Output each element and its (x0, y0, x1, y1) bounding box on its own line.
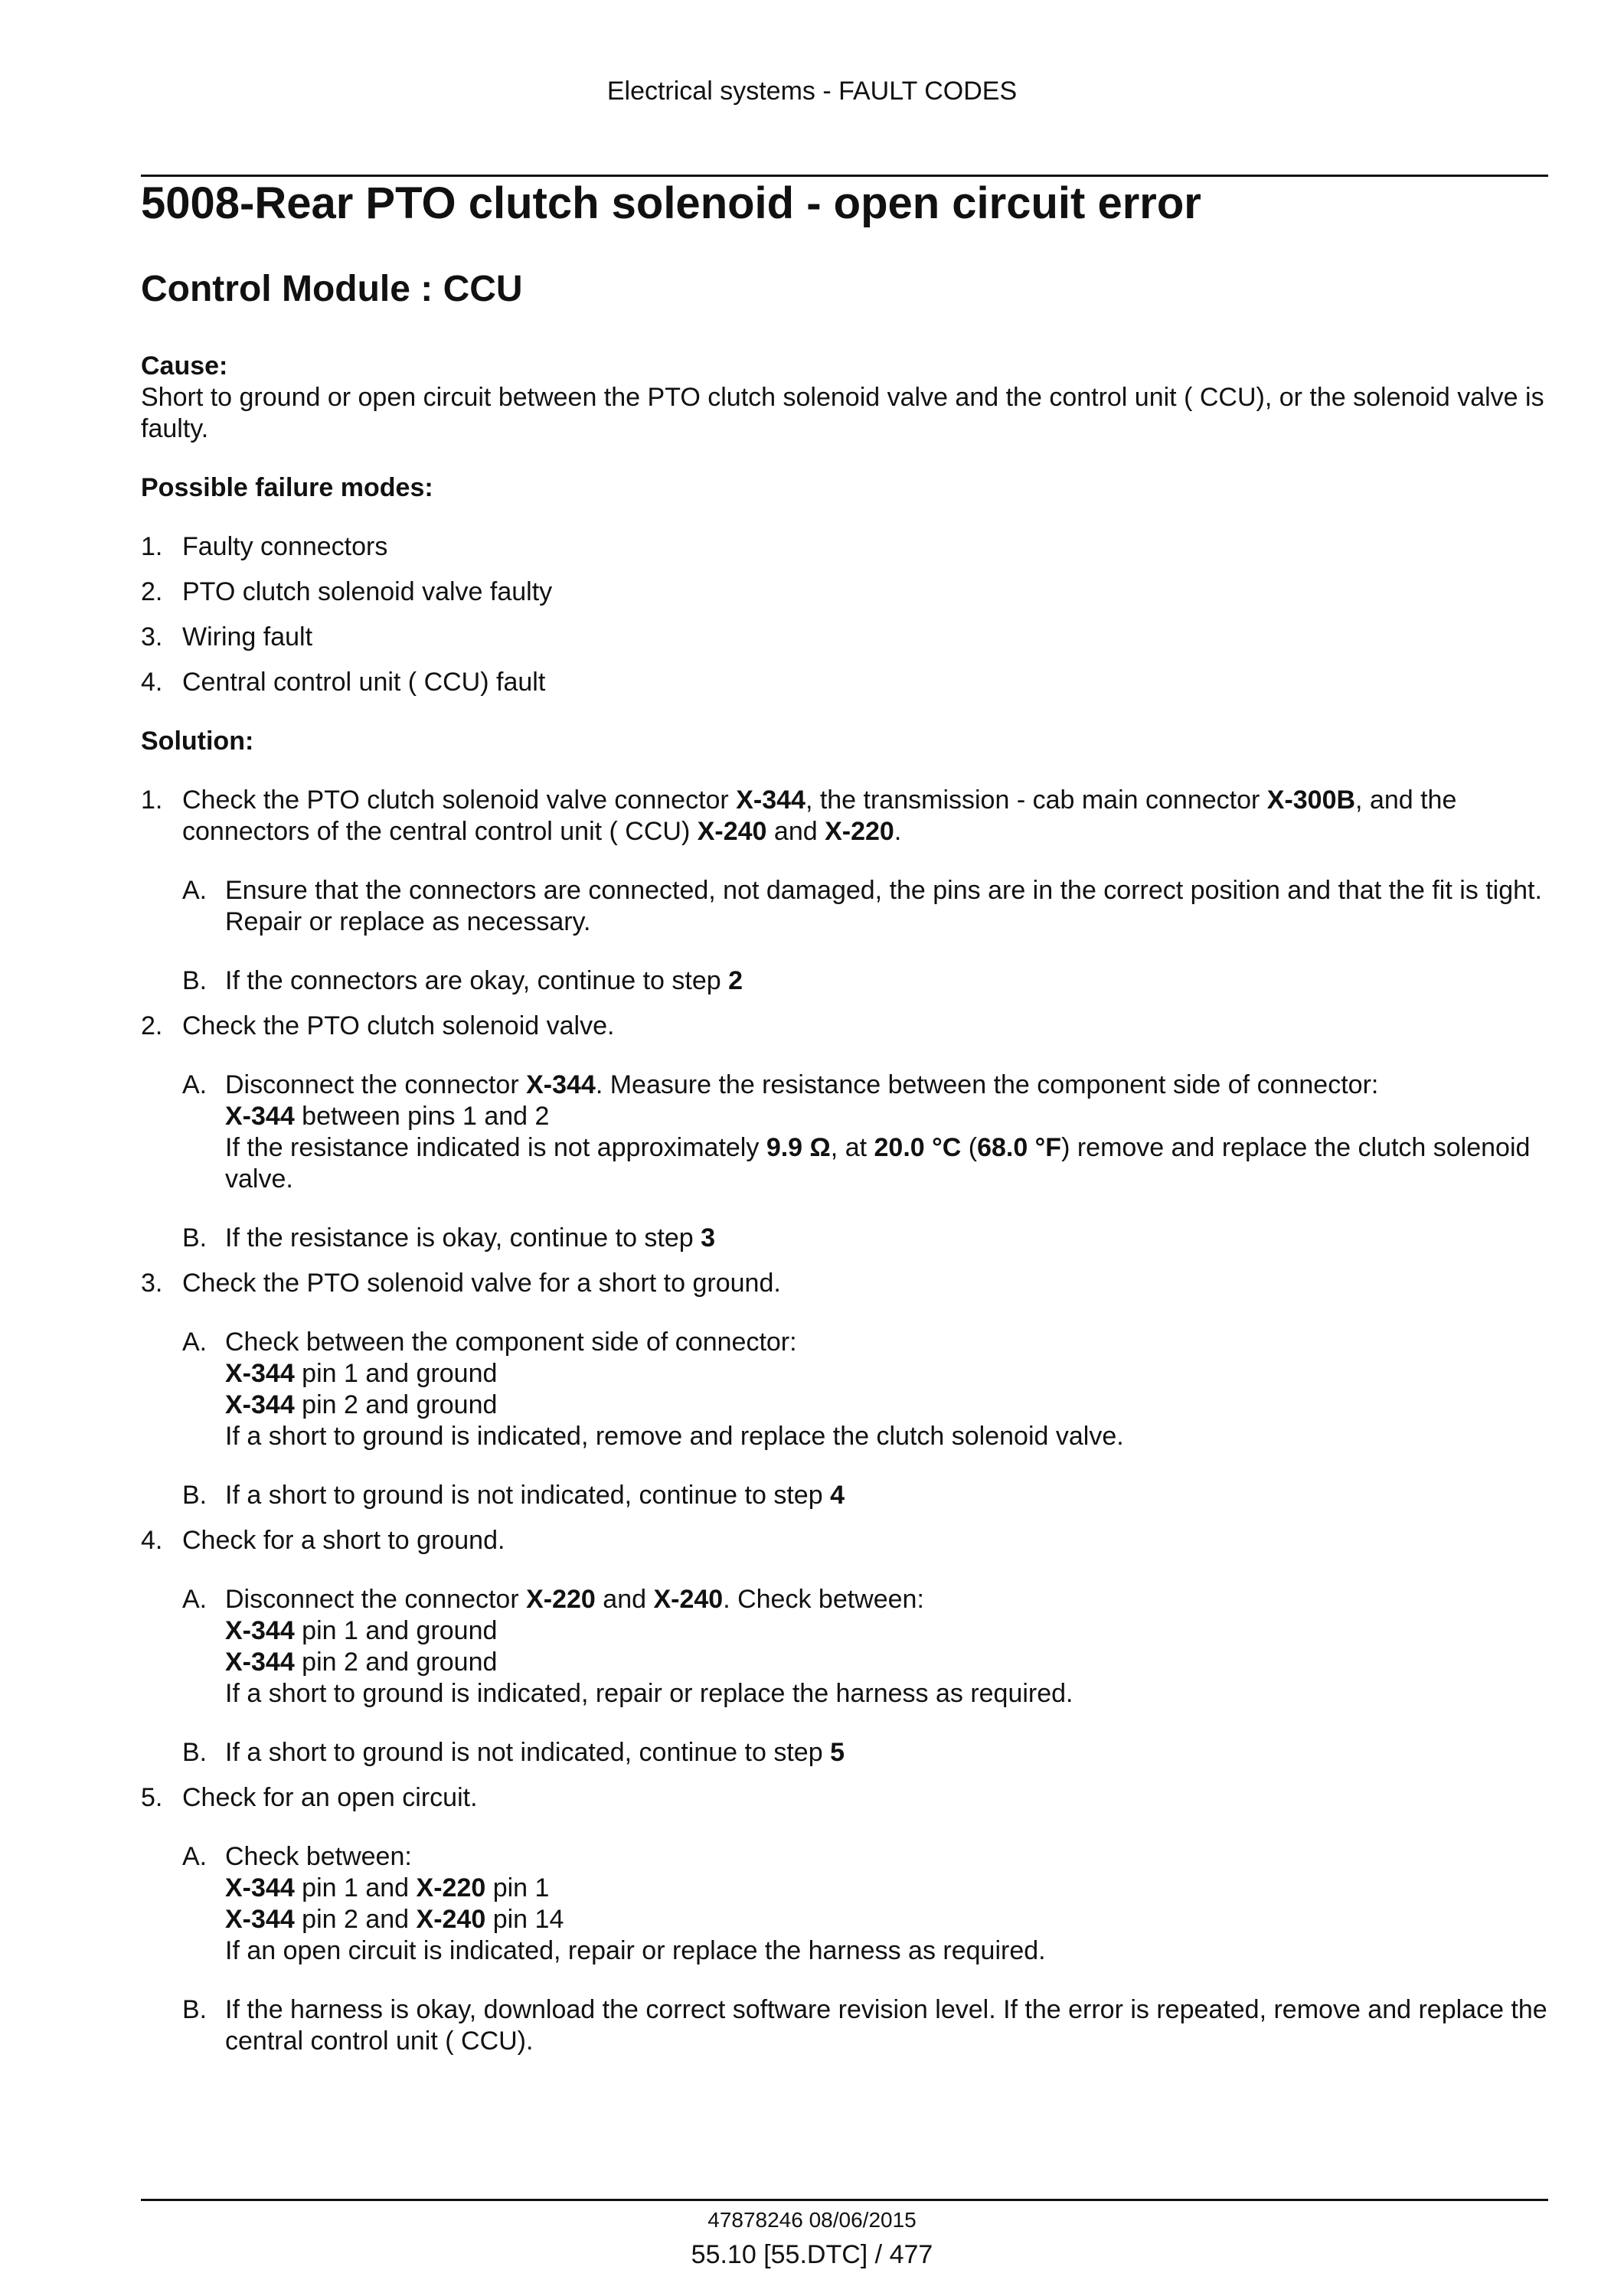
sub-step-line (225, 1327, 1548, 1358)
text-run: ( (961, 1133, 978, 1162)
failure-modes-label: Possible failure modes: (141, 473, 433, 502)
solution-section (141, 726, 1548, 2057)
sub-step (182, 1737, 1548, 1769)
sub-step-line (225, 1615, 1548, 1647)
sub-step-line (225, 965, 1548, 997)
sub-step-line (225, 1994, 1548, 2057)
text-run: and (766, 817, 825, 846)
text-run: If a short to ground is not indicated, continue to step (225, 1481, 831, 1510)
text-run: . Measure the resistance between the component side of connector: (595, 1070, 1379, 1099)
sub-step (182, 1327, 1548, 1452)
sub-step-line (225, 1904, 1548, 1935)
text-run: pin 1 and (294, 1873, 417, 1902)
sub-step-line (225, 1647, 1548, 1678)
solution-step (141, 1011, 1548, 1254)
bold-ref: 68.0 °F (977, 1133, 1062, 1162)
text-run: If the resistance is okay, continue to step (225, 1223, 701, 1253)
sub-step-text (225, 875, 1548, 938)
text-run: Check for an open circuit. (182, 1783, 478, 1812)
main-content (141, 351, 1548, 2071)
sub-step-text (225, 1994, 1548, 2057)
step-text (182, 1011, 1548, 1042)
sub-step-line (225, 1935, 1548, 1967)
sub-step (182, 1841, 1548, 1967)
sub-step (182, 1584, 1548, 1710)
step-text (182, 1782, 1548, 1814)
sub-step-letter: B. (182, 1223, 207, 1253)
bold-ref: X-240 (697, 817, 767, 846)
sub-step (182, 1223, 1548, 1254)
sub-step-text (225, 1070, 1548, 1195)
sub-step-line (225, 1101, 1548, 1132)
bold-ref: 2 (728, 966, 743, 995)
bold-ref: X-240 (416, 1905, 486, 1934)
cause-label: Cause: (141, 351, 228, 380)
text-run: between pins 1 and 2 (294, 1102, 550, 1131)
sub-step-line (225, 1132, 1548, 1195)
text-run: Check between the component side of connector: (225, 1328, 797, 1357)
sub-step-letter: A. (182, 1328, 207, 1357)
text-run: . (894, 817, 902, 846)
sub-steps (182, 1327, 1548, 1511)
text-run: Disconnect the connector (225, 1585, 527, 1614)
text-run: ) remove and replace the clutch solenoid valve. (225, 1133, 1531, 1194)
sub-step-letter: A. (182, 1842, 207, 1871)
item-text: Central control unit ( CCU) fault (182, 668, 546, 697)
failure-modes-section (141, 472, 1548, 698)
step-number: 4. (141, 1526, 163, 1555)
header-rule (141, 175, 1548, 177)
page-title: 5008-Rear PTO clutch solenoid - open circuit error (141, 178, 1201, 228)
sub-step-text (225, 1480, 1548, 1511)
cause-text: Short to ground or open circuit between the PTO clutch solenoid valve and the control unit ( CCU), or the solenoid valve is faulty. (141, 383, 1544, 443)
text-run: and (595, 1585, 654, 1614)
text-run: pin 1 (485, 1873, 550, 1902)
sub-step-text (225, 1223, 1548, 1254)
sub-step-line (225, 1584, 1548, 1615)
bold-ref: 5 (830, 1738, 845, 1767)
text-run: pin 14 (485, 1905, 564, 1934)
solution-steps (141, 785, 1548, 2057)
step-number: 2. (141, 1011, 163, 1040)
item-text: Wiring fault (182, 622, 313, 652)
sub-step-letter: A. (182, 1070, 207, 1099)
sub-step (182, 1070, 1548, 1195)
bold-ref: X-220 (526, 1585, 596, 1614)
text-run: Ensure that the connectors are connected, not damaged, the pins are in the correct position and that the fit is tight. Repair or replace as necessary. (225, 876, 1542, 936)
sub-step (182, 965, 1548, 997)
bold-ref: X-220 (416, 1873, 486, 1902)
bold-ref: X-344 (225, 1359, 295, 1388)
cause-section (141, 351, 1548, 445)
bold-ref: X-300B (1266, 785, 1356, 815)
sub-step-line (225, 1841, 1548, 1873)
sub-step-line (225, 1737, 1548, 1769)
text-run: , the transmission - cab main connector (805, 785, 1267, 815)
sub-steps (182, 1584, 1548, 1769)
bold-ref: X-344 (225, 1616, 295, 1645)
text-run: If a short to ground is not indicated, continue to step (225, 1738, 831, 1767)
failure-modes-list (141, 531, 1548, 698)
text-run: pin 2 and (294, 1905, 417, 1934)
step-number: 1. (141, 785, 163, 815)
item-number: 1. (141, 532, 163, 561)
text-run: Check the PTO clutch solenoid valve connector (182, 785, 737, 815)
bold-ref: X-220 (825, 817, 894, 846)
sub-step-text (225, 1584, 1548, 1710)
sub-step-letter: B. (182, 1481, 207, 1510)
sub-step-line (225, 1873, 1548, 1904)
text-run: pin 1 and ground (294, 1359, 498, 1388)
bold-ref: 20.0 °C (874, 1133, 962, 1162)
sub-step-letter: A. (182, 876, 207, 905)
sub-step-letter: B. (182, 1995, 207, 2024)
step-text (182, 785, 1548, 848)
sub-step-text (225, 965, 1548, 997)
text-run: Check the PTO solenoid valve for a short to ground. (182, 1269, 781, 1298)
bold-ref: X-240 (653, 1585, 724, 1614)
text-run: If the harness is okay, download the correct software revision level. If the error is repeated, remove and replace the central control unit ( CCU). (225, 1995, 1547, 2056)
item-number: 4. (141, 668, 163, 697)
sub-step-text (225, 1841, 1548, 1967)
text-run: Check between: (225, 1842, 412, 1871)
footer-doc-ref: 47878246 08/06/2015 (707, 2208, 917, 2232)
failure-mode-item (141, 667, 1548, 698)
sub-step (182, 875, 1548, 938)
bold-ref: X-344 (526, 1070, 596, 1099)
sub-step-line (225, 875, 1548, 938)
item-number: 2. (141, 577, 163, 606)
running-header: Electrical systems - FAULT CODES (606, 77, 1018, 106)
control-module-heading: Control Module : CCU (141, 269, 523, 309)
failure-mode-item (141, 531, 1548, 563)
text-run: If a short to ground is indicated, remove and replace the clutch solenoid valve. (225, 1422, 1124, 1451)
sub-step (182, 1994, 1548, 2057)
sub-steps (182, 1070, 1548, 1254)
text-run: Check for a short to ground. (182, 1526, 505, 1555)
bold-ref: X-344 (225, 1390, 295, 1419)
sub-step-line (225, 1223, 1548, 1254)
bold-ref: X-344 (225, 1873, 295, 1902)
bold-ref: X-344 (225, 1648, 295, 1677)
sub-step-letter: B. (182, 966, 207, 995)
text-run: Disconnect the connector (225, 1070, 527, 1099)
solution-step (141, 1525, 1548, 1769)
text-run: pin 2 and ground (294, 1390, 498, 1419)
sub-steps (182, 875, 1548, 997)
footer-page-ref: 55.10 [55.DTC] / 477 (691, 2240, 933, 2269)
failure-mode-item (141, 576, 1548, 608)
sub-step-line (225, 1678, 1548, 1710)
text-run: , and the connectors of the central control unit ( CCU) (182, 785, 1457, 846)
solution-step (141, 1782, 1548, 2057)
footer-rule (141, 2199, 1548, 2201)
text-run: Check the PTO clutch solenoid valve. (182, 1011, 615, 1040)
solution-label: Solution: (141, 727, 254, 756)
step-text (182, 1525, 1548, 1556)
text-run: pin 2 and ground (294, 1648, 498, 1677)
failure-mode-item (141, 622, 1548, 653)
solution-step (141, 1268, 1548, 1511)
item-text: PTO clutch solenoid valve faulty (182, 577, 553, 606)
bold-ref: 9.9 Ω (766, 1133, 831, 1162)
step-number: 3. (141, 1269, 163, 1298)
sub-step-letter: B. (182, 1738, 207, 1767)
text-run: If the connectors are okay, continue to step (225, 966, 729, 995)
bold-ref: X-344 (736, 785, 805, 815)
text-run: . Check between: (723, 1585, 924, 1614)
item-number: 3. (141, 622, 163, 652)
text-run: If an open circuit is indicated, repair or replace the harness as required. (225, 1936, 1046, 1965)
sub-step-line (225, 1480, 1548, 1511)
sub-step-letter: A. (182, 1585, 207, 1614)
text-run: If a short to ground is indicated, repair or replace the harness as required. (225, 1679, 1073, 1708)
step-number: 5. (141, 1783, 163, 1812)
sub-step-line (225, 1070, 1548, 1101)
sub-step-line (225, 1390, 1548, 1421)
sub-step-text (225, 1737, 1548, 1769)
bold-ref: X-344 (225, 1102, 295, 1131)
sub-step-text (225, 1327, 1548, 1452)
sub-step (182, 1480, 1548, 1511)
bold-ref: 4 (830, 1481, 845, 1510)
step-text (182, 1268, 1548, 1299)
sub-step-line (225, 1358, 1548, 1390)
sub-steps (182, 1841, 1548, 2057)
bold-ref: 3 (701, 1223, 716, 1253)
bold-ref: X-344 (225, 1905, 295, 1934)
solution-step (141, 785, 1548, 997)
text-run: , at (830, 1133, 874, 1162)
item-text: Faulty connectors (182, 532, 388, 561)
sub-step-line (225, 1421, 1548, 1452)
text-run: If the resistance indicated is not approximately (225, 1133, 766, 1162)
text-run: pin 1 and ground (294, 1616, 498, 1645)
